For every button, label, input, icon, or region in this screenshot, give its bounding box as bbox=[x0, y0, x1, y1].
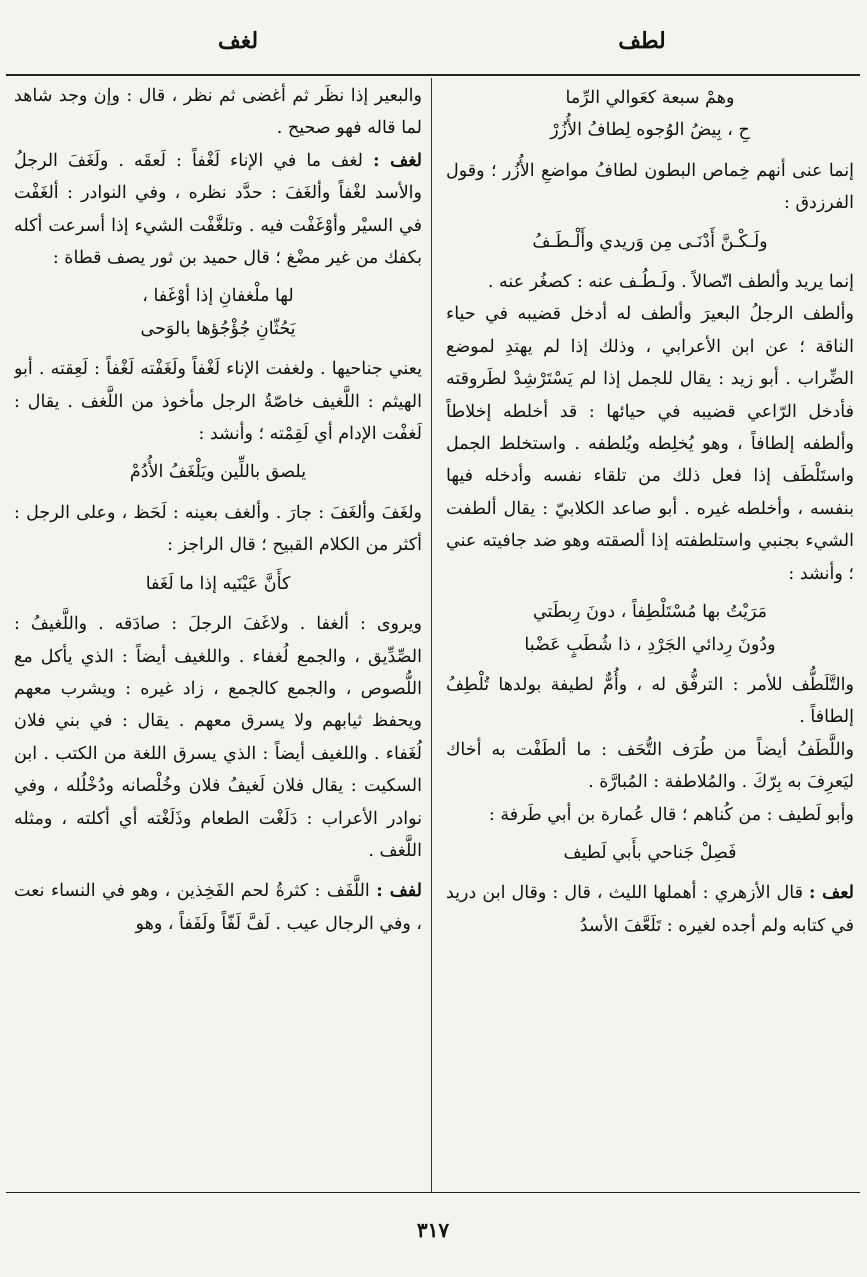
entry-paragraph bbox=[14, 875, 422, 940]
verse bbox=[446, 226, 854, 258]
verse bbox=[14, 280, 422, 345]
verse bbox=[14, 568, 422, 600]
paragraph: ويروى : ألغفا . ولاغَفَ الرجلَ : صادَقه . واللَّغيفُ : الصِّدِّيق ، والجمع لُغفاء . واللغيف أيضاً : الذي يأكل مع اللُّصوص ، والجمع كالجمع ، زاد غيره : ويشرب معهم ويحفظ ثيابهم ولا يسرق معهم . يقال : في بني فلان لُغَفاء . واللغيف أيضاً : الذي يسرق اللغة من الكتب . ابن السكيت : يقال فلان لَغيفُ فلان وخُلْصانه ودُخْلُله ، وفي نوادر الأعراب : دَلَغْت الطعام وذَلَغْته أي أكلته ، ومثله اللَّغف . bbox=[14, 614, 422, 861]
bottom-rule bbox=[6, 1192, 860, 1193]
entry-text: اللَّفَف : كثرةُ لحم الفَخِذين ، وهو في النساء نعت ، وفي الرجال عيب . لَفَّ لَفّاً ولَفَفاً ، وهو bbox=[14, 881, 422, 934]
paragraph: وألطف الرجلُ البعيرَ وألطف له أدخل قضيبه في حياء الناقة ؛ عن ابن الأعرابي ، وذلك إذا لم يهتدِ لموضع الضِّراب . أبو زيد : يقال للجمل إذا لم يَسْتَرْشِدْ لطَروقته فأدخل الرّاعي قضيبه في حيائها : قد أخلطه إخلاطاً وألطفه إلطافاً ، وهو يُخلِطه ويُلطفه . واستخلط الجمل واستَلْطَف إذا فعل ذلك من تلقاء نفسه وأدخله فيها بنفسه ، وأخلطه غيره . أبو صاعد الكلابيّ : يقال ألطفت الشيء بجنبي واستلطفته إذا ألصقته وهو ضد جافيته عني ؛ وأنشد : bbox=[446, 304, 854, 584]
paragraph: والبعير إذا نظَر ثم أغضى ثم نظر ، قال : وإن وجد شاهد لما قاله فهو صحيح . bbox=[14, 86, 422, 139]
left-column bbox=[14, 80, 422, 1190]
verse-line: لها ملْغفانِ إذا أوْغَفا ، bbox=[142, 286, 294, 307]
verse bbox=[446, 596, 854, 661]
verse-line: فَصِلْ جَناحي بأَبي لَطيف bbox=[563, 842, 737, 863]
paragraph: إنما يريد وألطف اتّصالاً . ولَـطُـف عنه : كصغُر عنه . bbox=[487, 272, 854, 293]
entry-headword: لفف : bbox=[376, 881, 422, 902]
paragraph: ولغَفَ وألغَفَ : جارَ . وألغف بعينه : لَحَظ ، وعلى الرجل : أكثر من الكلام القبيح ؛ قال الراجز : bbox=[14, 502, 422, 556]
entry-text: لغف ما في الإناء لَغْفاً : لَعقَه . ولَغَفَ الرجلُ والأسد لغْفاً وألغَفَ : حدَّد نظره ، وفي النوادر : ألغَفْت في السيْر وأوْغَفْت فيه . وتلغَّفْت الشيء إذا أسرعت أكله بكفك من غير مضْغ ؛ قال حميد بن ثور يصف قطاة : bbox=[14, 150, 422, 269]
paragraph: والتَّلَطُّف للأمر : الترفُّق له ، وأُمٌّ لطيفة بولدها تُلْطِفُ إلطافاً . bbox=[446, 674, 854, 728]
column-divider bbox=[431, 78, 432, 1192]
verse-line: يَحُثّانِ جُؤْجُؤها بالوَحى bbox=[140, 318, 296, 339]
verse-line: ودُونَ رِدائي الجَرْدِ ، ذا شُطَبٍ عَضْبا bbox=[524, 634, 776, 655]
top-rule bbox=[6, 74, 860, 76]
header-root-word-left: لغف bbox=[217, 28, 259, 54]
entry-paragraph bbox=[446, 877, 854, 942]
paragraph: وأبو لَطيف : من كُناهم ؛ قال عُمارة بن أبي طَرفة : bbox=[488, 804, 854, 825]
entry-text: قال الأزهري : أهملها الليث ، قال : وقال ابن دريد في كتابه ولم أجده لغيره : تَلَعَّفَ الأسدُ bbox=[446, 883, 854, 936]
paragraph: يعني جناحيها . ولغفت الإناء لَغْفاً ولَغَفْته لَغْفاً : لَعِقته . أبو الهيثم : اللَّغيف خاصّةُ الرجل مأخوذ من اللَّغف . يقال : لَغفْت الإدام أي لَقِمْته ؛ وأنشد : bbox=[14, 359, 422, 445]
verse-line: ولَـكْـنَّ أَدْنَـى مِن وَريدي وأَلْـطَـفُ bbox=[532, 231, 768, 252]
entry-headword: لغف : bbox=[373, 150, 422, 171]
verse-line: كأَنَّ عَيْنَيه إذا ما لَغَفا bbox=[145, 573, 291, 594]
page-number: ٣١٧ bbox=[416, 1218, 450, 1242]
verse bbox=[446, 82, 854, 147]
header-root-word-right: لطف bbox=[618, 28, 666, 54]
entry-paragraph bbox=[14, 145, 422, 275]
verse bbox=[14, 456, 422, 488]
paragraph: إنما عنى أنهم خِماص البطون لطافُ مواضعِ الأُزُر ؛ وقول الفرزدق : bbox=[446, 160, 854, 214]
verse bbox=[446, 837, 854, 869]
verse-line: يلصق باللِّين ويَلْغَفُ الأُدُمْ bbox=[129, 462, 307, 483]
paragraph: واللَّطَفُ أيضاً من طُرَف التُّحَف : ما ألطَفْت به أخاك ليَعرِفَ به بِرّكَ . والمُلاطفة : المُبارَّة . bbox=[446, 739, 854, 793]
verse-line: وهمْ سبعة كعَوالي الرِّما bbox=[565, 88, 735, 108]
entry-headword: لعف : bbox=[809, 883, 854, 904]
verse-line: مَرَيْتُ بها مُسْتَلْطِفاً ، دونَ رِبطَتي bbox=[532, 602, 768, 623]
right-column bbox=[446, 80, 854, 1190]
verse-line: حِ ، بِيضُ الوُجوه لِطافُ الأُزُرْ bbox=[550, 120, 750, 141]
